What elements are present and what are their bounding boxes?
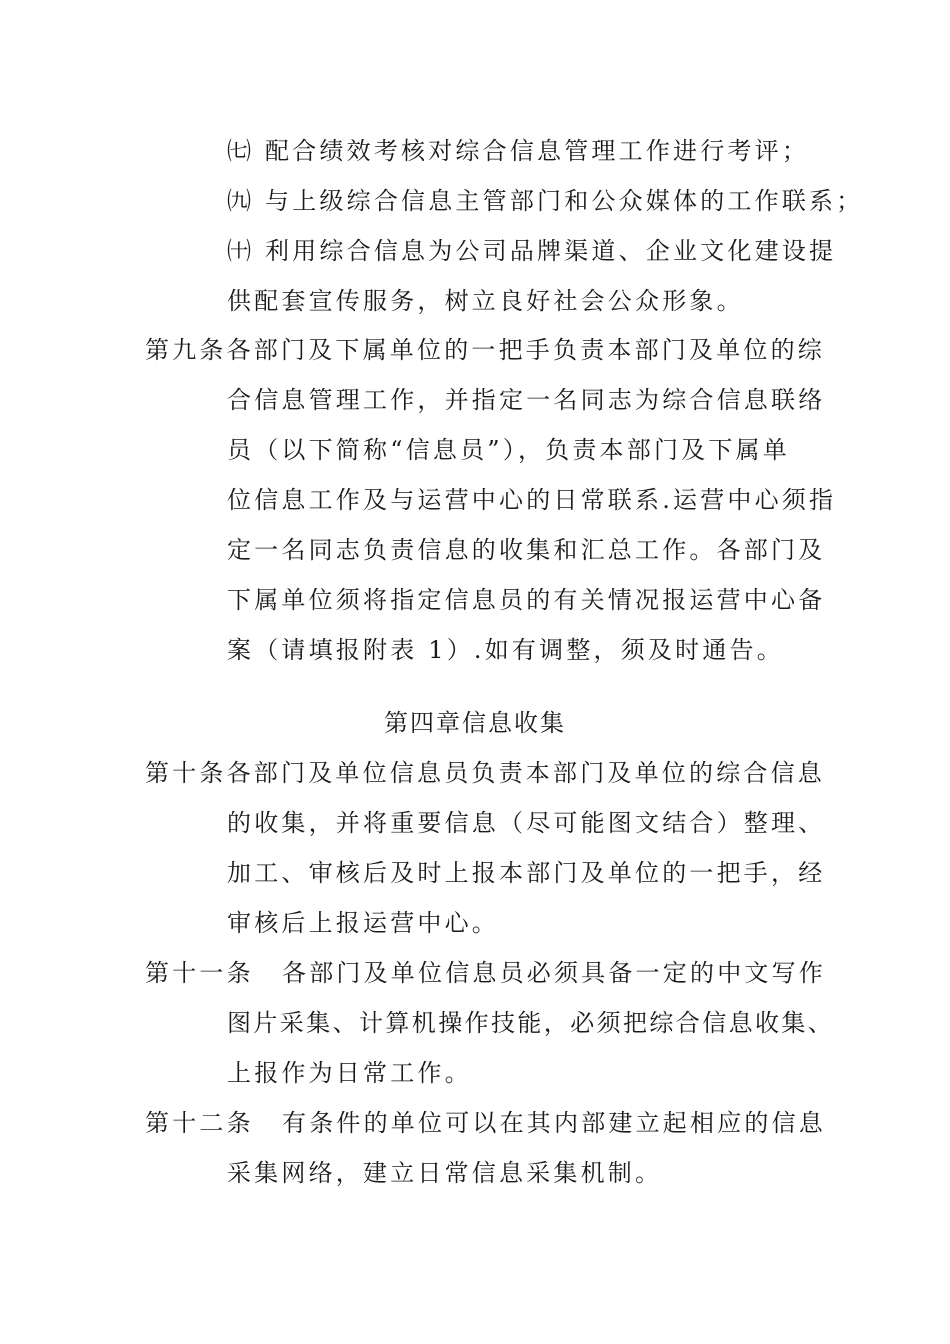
article-11-line-3: 上报作为日常工作。 bbox=[227, 1059, 472, 1087]
article-10-line-2: 的收集，并将重要信息（尽可能图文结合）整理、 bbox=[227, 809, 826, 837]
article-11-line-1: 各部门及单位信息员必须具备一定的中文写作 bbox=[282, 959, 826, 987]
article-9-line-2: 合信息管理工作，并指定一名同志为综合信息联络 bbox=[227, 386, 826, 414]
article-12-label: 第十二条 bbox=[145, 1109, 254, 1137]
list-item-9: ㈨ 与上级综合信息主管部门和公众媒体的工作联系； bbox=[227, 187, 864, 215]
article-11-line-2: 图片采集、计算机操作技能，必须把综合信息收集、 bbox=[227, 1009, 835, 1037]
article-9-line-1: 第九条各部门及下属单位的一把手负责本部门及单位的综 bbox=[145, 336, 825, 364]
article-10-line-4: 审核后上报运营中心。 bbox=[227, 909, 499, 937]
article-9-line-3: 员（以下简称“信息员”），负责本部门及下属单 bbox=[227, 436, 790, 464]
list-item-7: ㈦ 配合绩效考核对综合信息管理工作进行考评； bbox=[227, 137, 810, 165]
article-9-line-7: 案（请填报附表 1）.如有调整，须及时通告。 bbox=[227, 636, 784, 664]
list-item-10-line-2: 供配套宣传服务，树立良好社会公众形象。 bbox=[227, 287, 744, 315]
article-10-line-3: 加工、审核后及时上报本部门及单位的一把手，经 bbox=[227, 859, 826, 887]
article-10-line-1: 第十条各部门及单位信息员负责本部门及单位的综合信息 bbox=[145, 759, 825, 787]
article-9-line-4: 位信息工作及与运营中心的日常联系.运营中心须指 bbox=[227, 486, 837, 514]
chapter-heading: 第四章信息收集 bbox=[384, 709, 566, 737]
article-11-label: 第十一条 bbox=[145, 959, 254, 987]
article-9-line-6: 下属单位须将指定信息员的有关情况报运营中心备 bbox=[227, 586, 826, 614]
article-12-line-1: 有条件的单位可以在其内部建立起相应的信息 bbox=[282, 1109, 826, 1137]
list-item-10-line-1: ㈩ 利用综合信息为公司品牌渠道、企业文化建设提 bbox=[227, 237, 837, 265]
article-12-line-2: 采集网络，建立日常信息采集机制。 bbox=[227, 1159, 663, 1187]
article-9-line-5: 定一名同志负责信息的收集和汇总工作。各部门及 bbox=[227, 536, 826, 564]
